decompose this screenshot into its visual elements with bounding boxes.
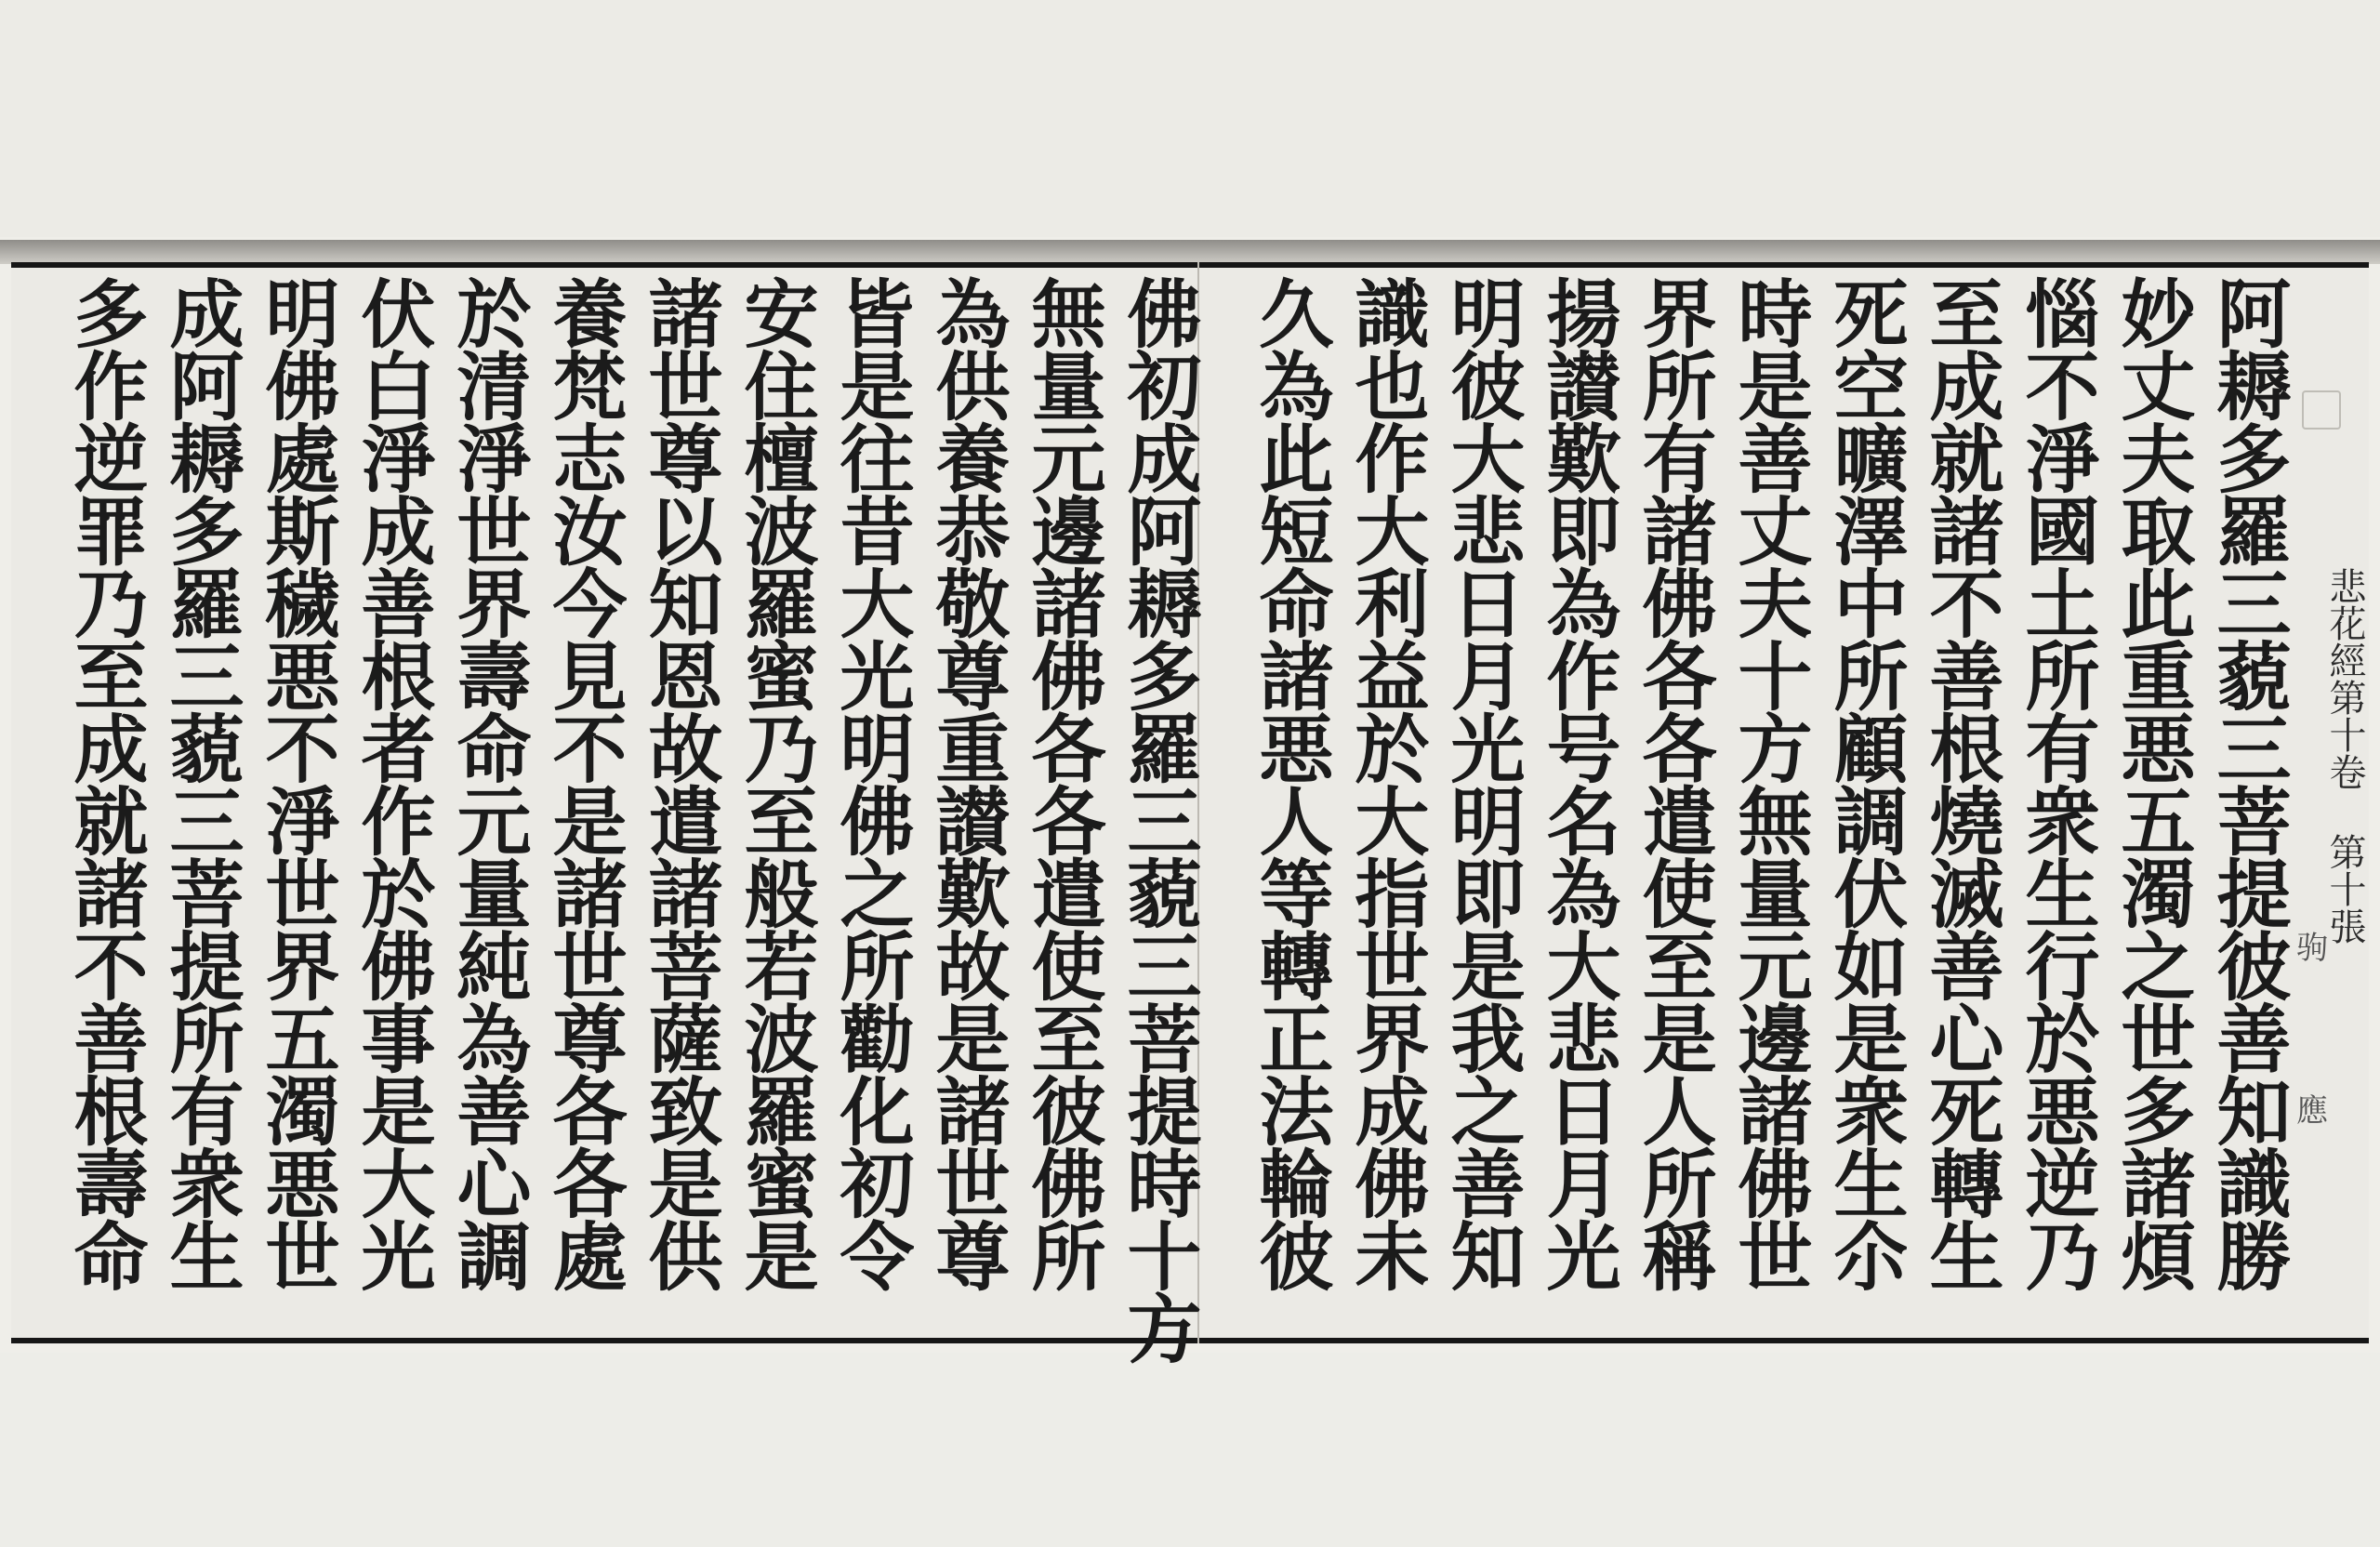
text-column-3: 惱不淨國土所有衆生行於悪逆乃 [2013,275,2100,1290]
text-column-5: 死空曠澤中所顧調伏如是衆生尒 [1821,275,1909,1290]
blank-top-margin [0,0,2380,237]
margin-mark-2: 應 [2296,1092,2328,1130]
blank-bottom-margin [0,1353,2380,1547]
text-column-20: 伏白淨成善根者作於佛事是大光 [349,275,436,1290]
text-column-14: 為供養恭敬尊重讃歎故是諸世尊 [923,275,1011,1290]
text-column-18: 養梵志汝今見不是諸世尊各各處 [540,275,628,1290]
text-column-15: 皆是往昔大光明佛之所勸化初令 [827,275,915,1290]
library-seal-stamp [2302,390,2341,430]
text-column-10: 識也作大利益於大指世界成佛未 [1342,275,1430,1290]
sheet-number: 第十張 [2323,833,2366,945]
text-column-19: 於清淨世界壽命元量純為善心調 [444,275,532,1290]
sutra-volume-title: 悲花經第十卷 [2323,567,2366,790]
text-column-9: 明彼大悲日月光明即是我之善知 [1438,275,1526,1290]
text-column-4: 至成就諸不善根燒滅善心死轉生 [1917,275,2004,1290]
text-column-13: 無量元邊諸佛各各遣使至彼佛所 [1019,275,1106,1290]
text-column-8: 揚讃歎即為作号名為大悲日月光 [1534,275,1621,1290]
text-column-1: 阿耨多羅三藐三菩提彼善知識勝 [2204,275,2292,1290]
page-fold-shadow [0,240,2380,264]
text-column-2: 妙丈夫取此重悪五濁之世多諸煩 [2109,275,2196,1290]
text-column-12: 佛初成阿耨多羅三藐三菩提時十方 [1115,275,1202,1363]
margin-title [2324,567,2365,945]
text-column-17: 諸世尊以知恩故遣諸菩薩致是供 [636,275,723,1290]
text-column-6: 時是善丈夫十方無量元邊諸佛世 [1726,275,1813,1290]
text-column-7: 界所有諸佛各各遣使至是人所稱 [1630,275,1717,1290]
text-column-21: 明佛處斯穢悪不淨世界五濁悪世 [253,275,340,1290]
text-column-11: 久為此短命諸悪人等轉正法輪彼 [1247,275,1334,1290]
text-column-23: 多作逆罪乃至成就諸不善根壽命 [61,275,149,1290]
text-column-16: 安住檀波羅蜜乃至般若波羅蜜是 [732,275,819,1290]
margin-mark-1: 驹 [2296,930,2328,967]
text-column-22: 成阿耨多羅三藐三菩提所有衆生 [157,275,245,1290]
